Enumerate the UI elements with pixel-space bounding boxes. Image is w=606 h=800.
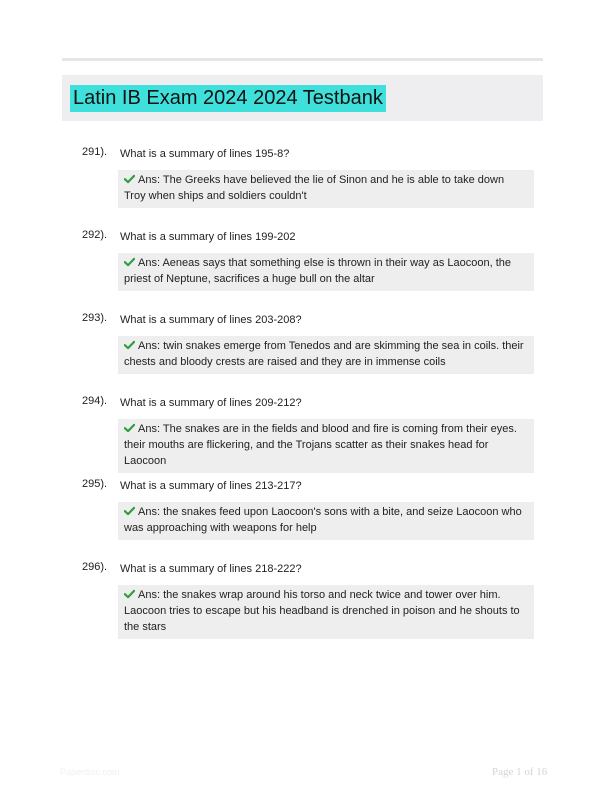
document-title: Latin IB Exam 2024 2024 Testbank: [70, 85, 386, 112]
question-text: What is a summary of lines 213-217?: [120, 480, 302, 492]
answer-box: [118, 170, 534, 208]
question-number: 291).: [82, 146, 108, 158]
top-divider: [62, 58, 543, 61]
answer-box: [118, 502, 534, 540]
answer-text: Ans: The snakes are in the fields and blood and fire is coming from their eyes. their mouths are flickering, and the Trojans scatter as their snakes head for Laocoon: [124, 423, 517, 467]
question-number: 293).: [82, 312, 108, 324]
question-number: 294).: [82, 395, 108, 407]
question-text: What is a summary of lines 195-8?: [120, 148, 290, 160]
page-indicator: Page 1 of 16: [492, 766, 548, 778]
question-text: What is a summary of lines 209-212?: [120, 397, 302, 409]
answer-text: Ans: the snakes wrap around his torso and neck twice and tower over him. Laocoon tries to escape but his headband is drenched in poison and he shouts to the stars: [124, 589, 520, 633]
check-icon: [124, 174, 135, 184]
answer-box: [118, 253, 534, 291]
question-number: 296).: [82, 561, 108, 573]
answer-text: Ans: Aeneas says that something else is thrown in their way as Laocoon, the priest of Neptune, sacrifices a huge bull on the altar: [124, 257, 511, 285]
answer-box: [118, 336, 534, 374]
question-text: What is a summary of lines 218-222?: [120, 563, 302, 575]
check-icon: [124, 340, 135, 350]
check-icon: [124, 423, 135, 433]
title-banner: [62, 75, 543, 121]
answer-box: [118, 585, 534, 639]
answer-box: [118, 419, 534, 473]
question-text: What is a summary of lines 203-208?: [120, 314, 302, 326]
answer-text: Ans: The Greeks have believed the lie of Sinon and he is able to take down Troy when ships and soldiers couldn't: [124, 174, 505, 202]
check-icon: [124, 506, 135, 516]
question-number: 295).: [82, 478, 108, 490]
footer-watermark: Paperdisc.com: [60, 767, 120, 777]
check-icon: [124, 589, 135, 599]
answer-text: Ans: the snakes feed upon Laocoon's sons with a bite, and seize Laocoon who was approaching with weapons for help: [124, 506, 522, 534]
check-icon: [124, 257, 135, 267]
question-number: 292).: [82, 229, 108, 241]
question-text: What is a summary of lines 199-202: [120, 231, 296, 243]
answer-text: Ans: twin snakes emerge from Tenedos and are skimming the sea in coils. their chests and bloody crests are raised and they are in immense coils: [124, 340, 524, 368]
